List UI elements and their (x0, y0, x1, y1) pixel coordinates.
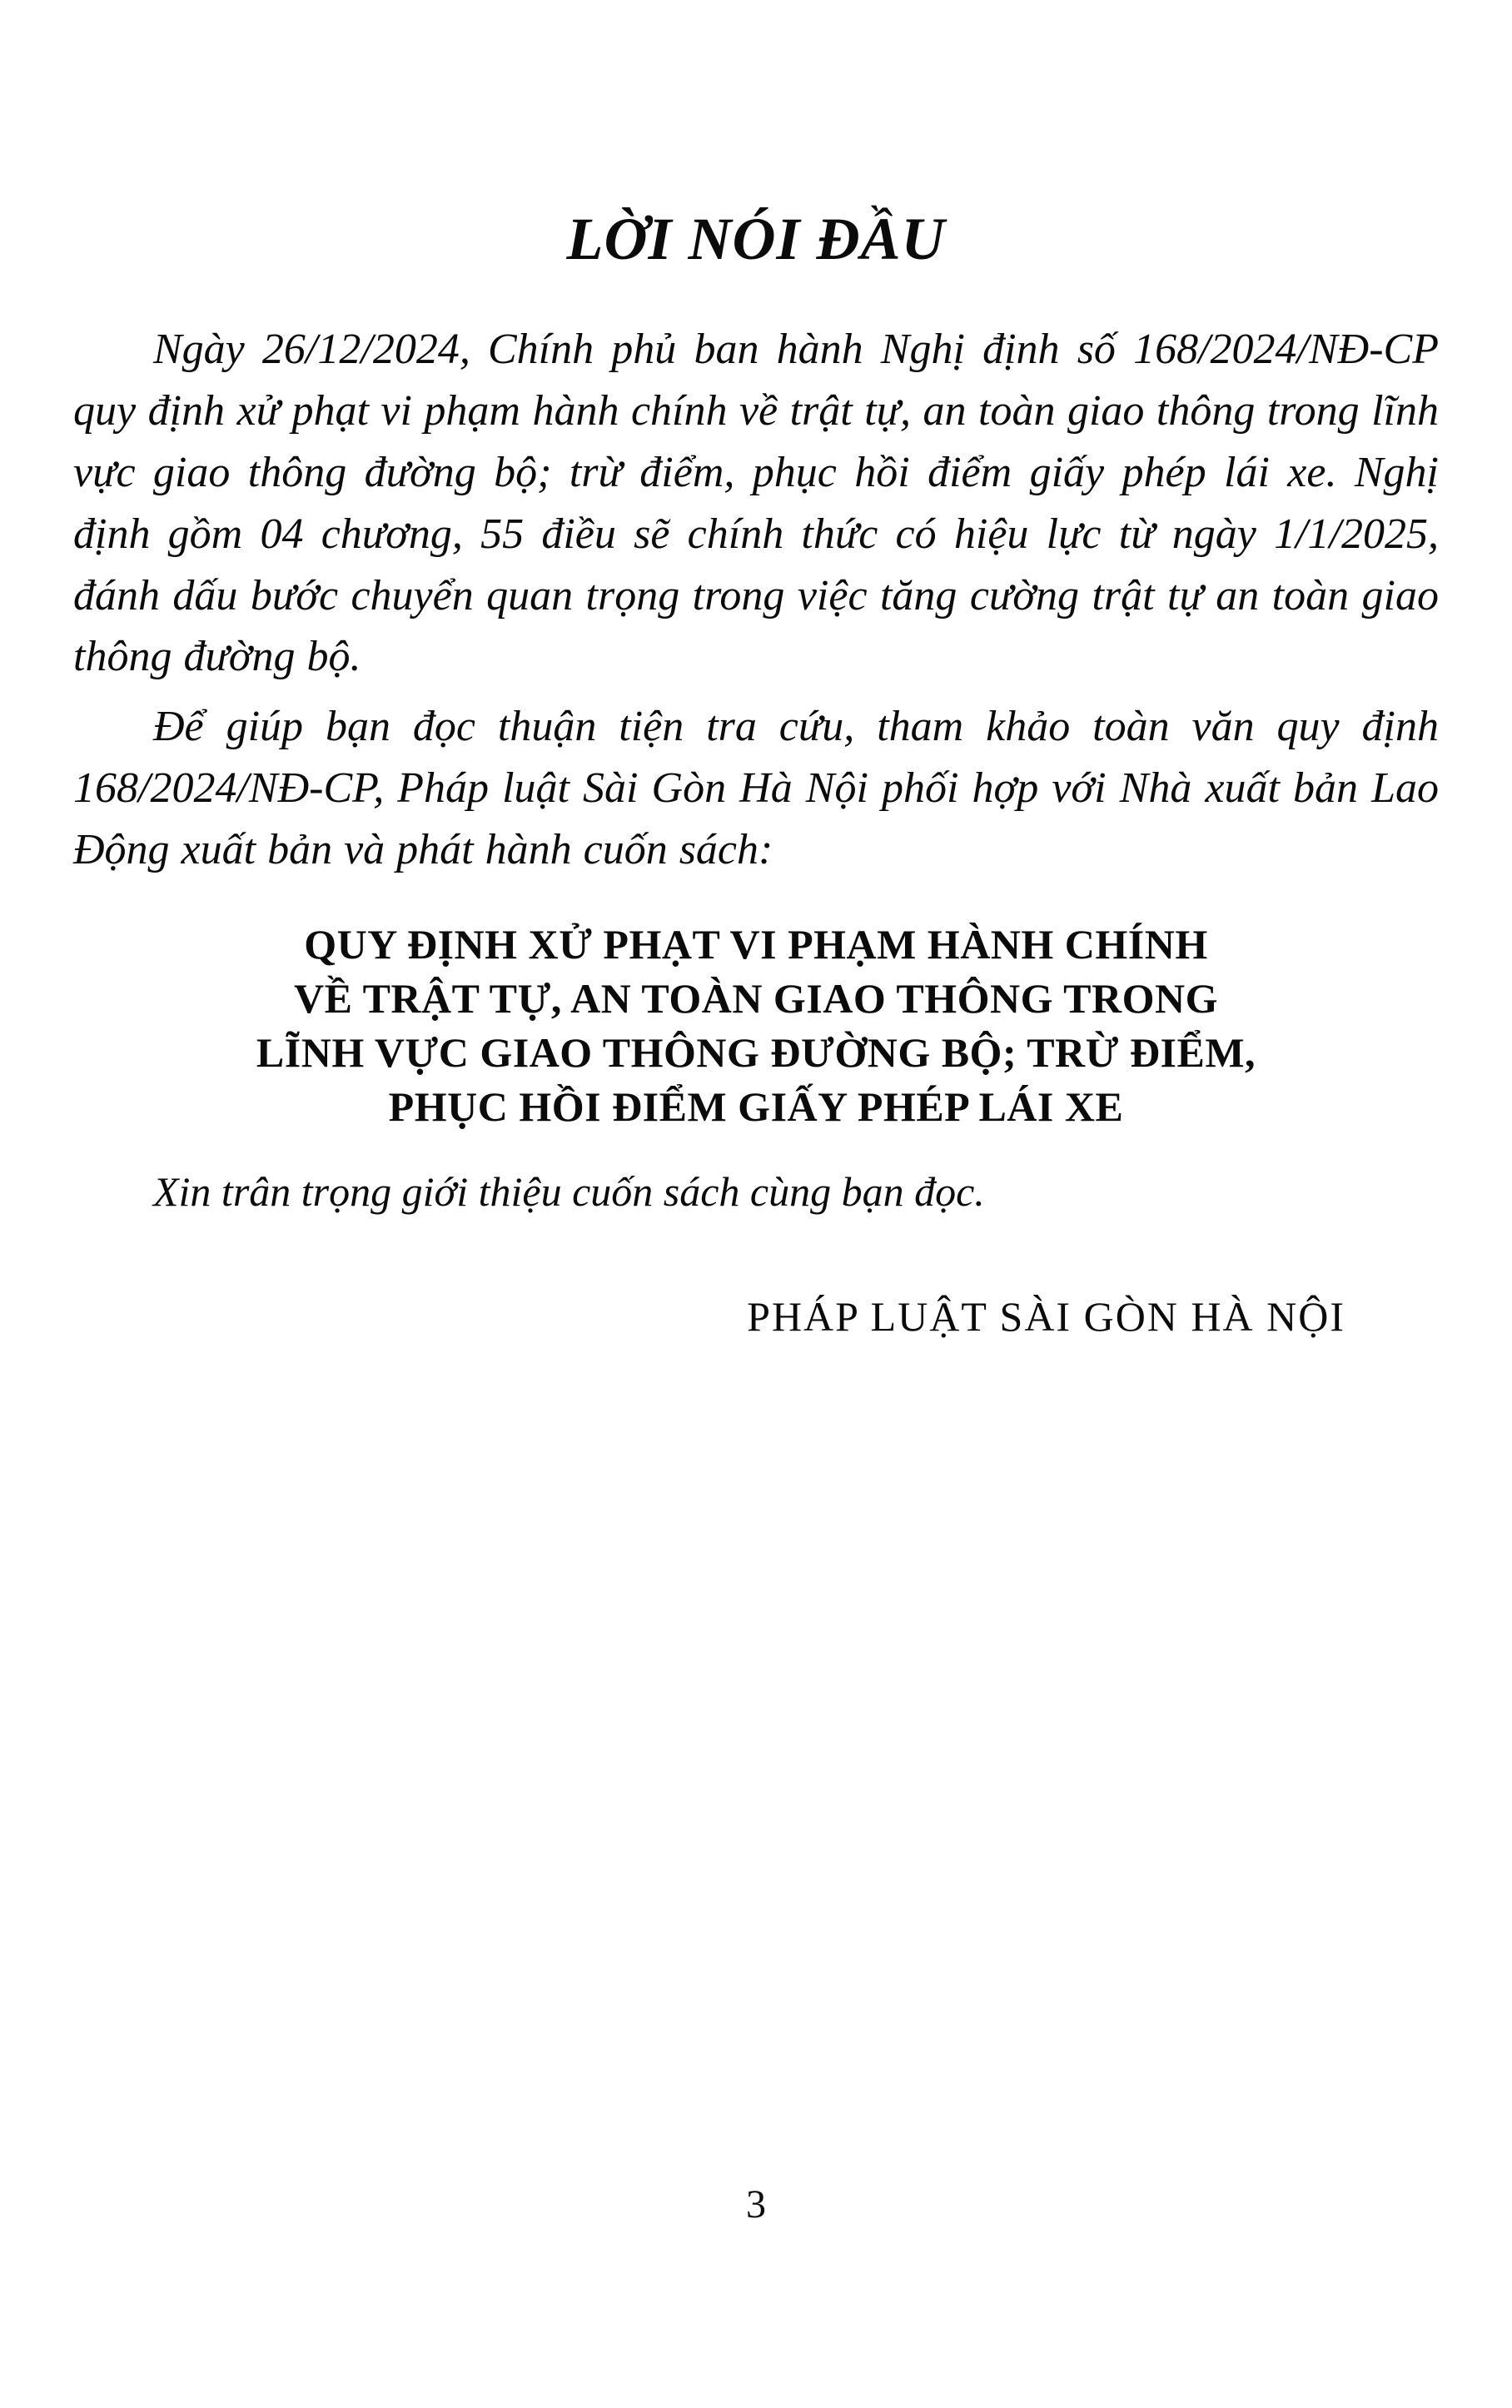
page-title: LỜI NÓI ĐẦU (566, 206, 946, 272)
page-number: 3 (746, 2182, 766, 2226)
book-title-line-1: QUY ĐỊNH XỬ PHẠT VI PHẠM HÀNH CHÍNH (304, 920, 1208, 968)
book-title-line-3: LĨNH VỰC GIAO THÔNG ĐƯỜNG BỘ; TRỪ ĐIỂM, (256, 1028, 1256, 1076)
paragraph-1: Ngày 26/12/2024, Chính phủ ban hành Nghị định số 168/2024/NĐ-CP quy định xử phạt vi phạm hành chính về trật tự, an toàn giao thông trong lĩnh vực giao thông đường bộ; trừ điểm, phục hồi điểm giấy phép lái xe. Nghị định gồm 04 chương, 55 điều sẽ chính thức có hiệu lực từ ngày 1/1/2025, đánh dấu bước chuyển quan trọng trong việc tăng cường trật tự an toàn giao thông đường bộ. (73, 326, 1439, 681)
page-content (73, 206, 1439, 1382)
signature: PHÁP LUẬT SÀI GÒN HÀ NỘI (747, 1292, 1345, 1340)
paragraph-2: Để giúp bạn đọc thuận tiện tra cứu, tham khảo toàn văn quy định 168/2024/NĐ-CP, Pháp luật Sài Gòn Hà Nội phối hợp với Nhà xuất bản Lao Động xuất bản và phát hành cuốn sách: (73, 703, 1439, 873)
book-title-line-4: PHỤC HỒI ĐIỂM GIẤY PHÉP LÁI XE (388, 1082, 1124, 1130)
closing-line: Xin trân trọng giới thiệu cuốn sách cùng bạn đọc. (153, 1167, 985, 1215)
book-title (73, 918, 1439, 1134)
book-title-line-2: VỀ TRẬT TỰ, AN TOÀN GIAO THÔNG TRONG (294, 974, 1218, 1022)
